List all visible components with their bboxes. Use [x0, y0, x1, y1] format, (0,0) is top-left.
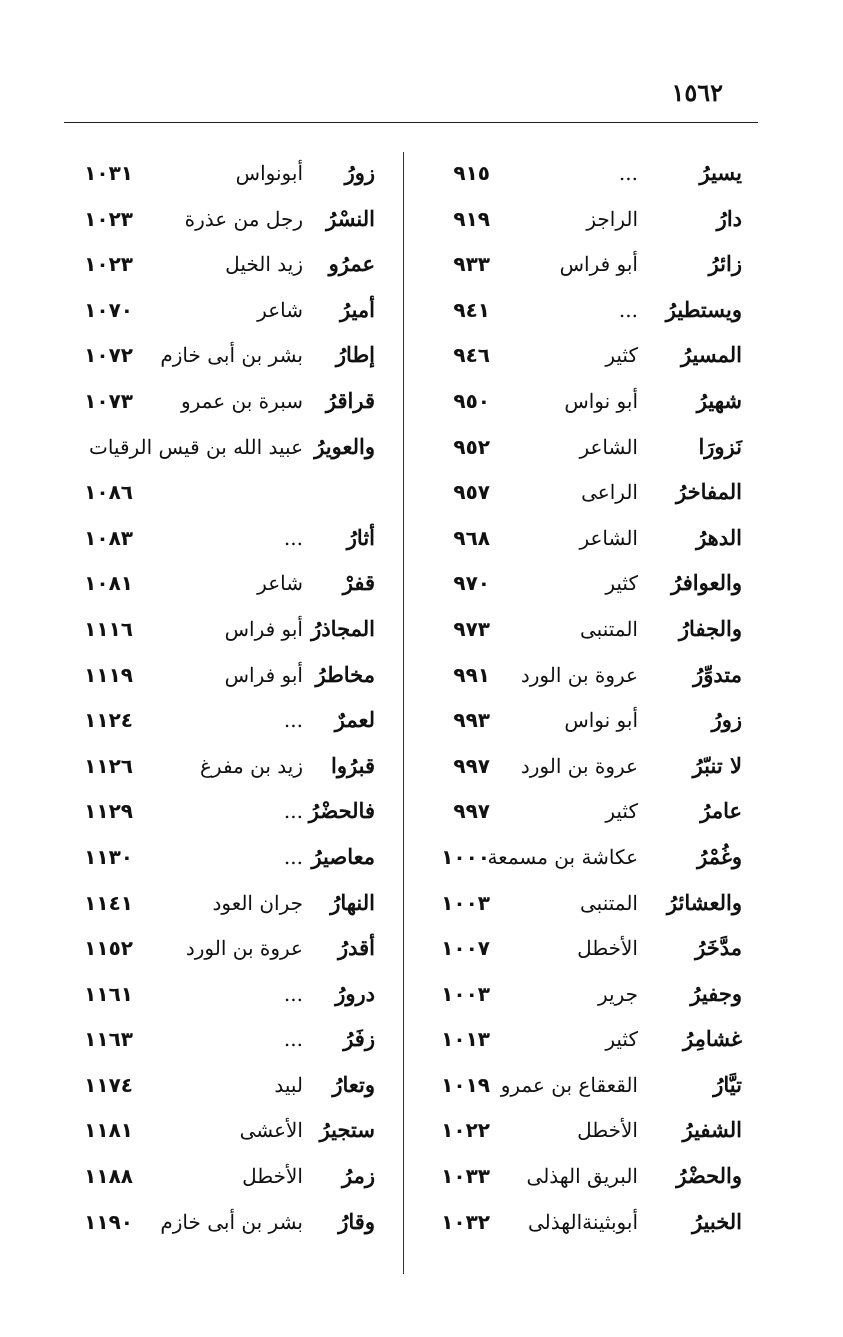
index-row	[48, 834, 393, 880]
index-row	[412, 743, 742, 789]
poet-name: جرير	[598, 981, 638, 1006]
index-row	[412, 652, 742, 698]
poet-name: الراعى	[581, 480, 638, 505]
page-ref: ١٠١٣	[441, 1027, 490, 1052]
index-row	[412, 150, 742, 196]
page-ref: ١٠٧٣	[84, 388, 133, 413]
poet-name: عكاشة بن مسمعة	[487, 844, 638, 869]
index-row	[412, 515, 742, 561]
poet-name: كثير	[605, 799, 638, 824]
index-row	[48, 1062, 393, 1108]
page-ref: ٩٥٠	[453, 388, 490, 413]
poet-name: كثير	[605, 1027, 638, 1052]
page-ref: ١١٧٤	[84, 1072, 133, 1097]
rhyme-word: زفَرُ	[343, 1026, 375, 1052]
index-row	[48, 1016, 393, 1062]
page-ref: ٩١٩	[453, 206, 490, 231]
page-ref: ١٠٨٦	[84, 480, 133, 505]
page-ref: ١١٥٢	[84, 936, 133, 961]
index-row	[48, 606, 393, 652]
page-ref: ٩٧٣	[453, 616, 490, 641]
poet-name: الأخطل	[577, 936, 638, 961]
index-row	[412, 332, 742, 378]
page-ref: ١٠٢٣	[84, 252, 133, 277]
rhyme-word: والعويرُ	[314, 433, 375, 459]
rhyme-word: أميرُ	[339, 296, 375, 322]
index-row	[48, 332, 393, 378]
index-row	[48, 469, 393, 515]
page-ref: ١٠٧٠	[84, 297, 133, 322]
index-row	[412, 1062, 742, 1108]
rhyme-word: شهيرُ	[696, 387, 742, 413]
index-row	[412, 287, 742, 333]
index-row	[412, 424, 742, 470]
rhyme-word: المفاخرُ	[676, 479, 742, 505]
rhyme-word: معاصيرُ	[311, 843, 375, 869]
poet-name: الأخطل	[577, 1118, 638, 1143]
poet-name: الشاعر	[579, 434, 638, 459]
rhyme-word: إطارُ	[335, 342, 375, 368]
index-row	[48, 788, 393, 834]
index-row	[48, 196, 393, 242]
poet-name: شاعر	[257, 571, 303, 596]
index-row	[48, 652, 393, 698]
page-ref: ١٠٣١	[84, 161, 133, 185]
rhyme-word: الخبيرُ	[691, 1208, 742, 1234]
page-ref: ١٠٠٧	[441, 936, 490, 961]
index-row	[48, 1199, 393, 1245]
poet-name: كثير	[605, 571, 638, 596]
page-ref: ١٠١٩	[441, 1072, 490, 1097]
rhyme-word: يسيرُ	[699, 160, 742, 185]
poet-name: عبيد الله بن قيس الرقيات	[88, 434, 303, 459]
page-ref: ٩٩١	[453, 662, 490, 687]
poet-name: ...	[283, 799, 303, 824]
rhyme-word: أقدرُ	[337, 935, 375, 961]
index-row	[412, 1199, 742, 1245]
index-row	[48, 743, 393, 789]
page-ref: ١٠٧٢	[84, 343, 133, 368]
rhyme-word: درورُ	[335, 980, 375, 1006]
rhyme-word: زورُ	[711, 707, 742, 733]
poet-name: سبرة بن عمرو	[180, 388, 303, 413]
page-ref: ١١٢٩	[84, 799, 133, 824]
rhyme-word: زمرُ	[342, 1163, 375, 1189]
page-ref: ٩٦٨	[453, 525, 490, 550]
column-divider	[403, 152, 404, 1274]
rhyme-word: دارُ	[716, 205, 742, 231]
index-row	[48, 1153, 393, 1199]
rhyme-word: المجاذرُ	[311, 615, 375, 641]
poet-name: عروة بن الورد	[520, 662, 638, 687]
rhyme-word: النسْرُ	[326, 205, 375, 231]
rhyme-word: مخاطرُ	[315, 661, 375, 687]
rhyme-word: الشفيرُ	[682, 1117, 742, 1143]
rhyme-word: الدهرُ	[696, 524, 742, 550]
rhyme-word: المسيرُ	[680, 342, 742, 368]
poet-name: الراجز	[586, 206, 638, 231]
poet-name: القعقاع بن عمرو	[500, 1072, 638, 1097]
page-ref: ١١٢٦	[84, 753, 133, 778]
page-ref: ١٠٠٣	[441, 981, 490, 1006]
poet-name: ...	[283, 981, 303, 1006]
index-row	[412, 1107, 742, 1153]
poet-name: جران العود	[212, 890, 303, 915]
index-row	[48, 378, 393, 424]
index-row	[412, 1153, 742, 1199]
page-ref: ١١٣٠	[84, 844, 133, 869]
rhyme-word: فالحضْرُ	[308, 798, 375, 824]
page-ref: ٩٩٣	[453, 708, 490, 733]
page-ref: ٩٩٧	[453, 799, 490, 824]
page-ref: ١٠٣٣	[441, 1164, 490, 1189]
rhyme-word: والعشائرُ	[666, 889, 742, 915]
index-row	[412, 378, 742, 424]
page-ref: ١٠٠٠	[441, 844, 490, 869]
index-row	[412, 834, 742, 880]
index-row	[412, 469, 742, 515]
poet-name: لبيد	[274, 1072, 303, 1097]
poet-name: ...	[618, 297, 638, 322]
index-row	[48, 880, 393, 926]
poet-name: المتنبى	[580, 616, 638, 641]
index-row	[412, 606, 742, 652]
page-ref: ١١١٦	[84, 616, 133, 641]
page-ref: ٩٥٢	[453, 434, 490, 459]
rhyme-word: زورُ	[344, 160, 375, 185]
poet-name: أبو فراس	[559, 252, 638, 277]
rhyme-word: قبرُوا	[331, 752, 375, 778]
page-ref: ٩٥٧	[453, 480, 490, 505]
rhyme-word: ويستطيرُ	[665, 296, 742, 322]
page-ref: ١٠٨١	[84, 571, 133, 596]
rhyme-word: لعمرٌ	[334, 707, 375, 733]
page-ref: ٩٤٦	[453, 343, 490, 368]
index-row	[412, 560, 742, 606]
rhyme-word: نَزورَا	[698, 433, 742, 459]
index-row	[48, 697, 393, 743]
rhyme-word: والعوافرُ	[671, 570, 742, 596]
rhyme-word: ستجيرُ	[319, 1117, 375, 1143]
poet-name: ...	[283, 844, 303, 869]
rhyme-word: عمرُو	[328, 251, 375, 277]
poet-name: شاعر	[257, 297, 303, 322]
poet-name: البريق الهذلى	[526, 1164, 638, 1189]
page-ref: ٩١٥	[453, 161, 490, 185]
index-row	[412, 1016, 742, 1062]
poet-name: ...	[618, 161, 638, 185]
page-ref: ١١٨٨	[84, 1164, 133, 1189]
page-ref: ٩٤١	[453, 297, 490, 322]
rhyme-word: والحضْرُ	[676, 1163, 742, 1189]
index-row	[412, 788, 742, 834]
page-ref: ١١٤١	[84, 890, 133, 915]
poet-name: أبو فراس	[224, 616, 303, 641]
poet-name: أبو نواس	[564, 388, 638, 413]
poet-name: أبو نواس	[564, 708, 638, 733]
poet-name: المتنبى	[580, 890, 638, 915]
poet-name: بشر بن أبى خازم	[160, 1209, 303, 1234]
index-row	[412, 196, 742, 242]
page-ref: ٩٧٠	[453, 571, 490, 596]
index-row	[48, 515, 393, 561]
rhyme-word: تيَّارُ	[713, 1071, 742, 1097]
poet-name: الشاعر	[579, 525, 638, 550]
page-ref: ١١٢٤	[84, 708, 133, 733]
index-row	[412, 925, 742, 971]
rhyme-word: قفرْ	[342, 570, 375, 596]
right-column	[412, 150, 742, 1244]
index-row	[412, 971, 742, 1017]
page-ref: ١١٦١	[84, 981, 133, 1006]
rhyme-word: عامرُ	[700, 798, 742, 824]
index-row	[48, 241, 393, 287]
index-row	[412, 880, 742, 926]
rhyme-word: لا تنبّرُ	[692, 752, 742, 778]
rhyme-word: غشامِرُ	[683, 1026, 742, 1052]
poet-name: أبوبثينةالهذلى	[528, 1209, 638, 1234]
poet-name: الأخطل	[242, 1164, 303, 1189]
rhyme-word: وتعارُ	[332, 1071, 375, 1097]
index-row	[48, 560, 393, 606]
index-row	[48, 424, 393, 470]
poet-name: ...	[283, 708, 303, 733]
page-ref: ١٠٨٣	[84, 525, 133, 550]
rhyme-word: أثارُ	[346, 524, 375, 550]
page-ref: ١١٦٣	[84, 1027, 133, 1052]
poet-name: عروة بن الورد	[520, 753, 638, 778]
index-row	[48, 150, 393, 196]
rhyme-word: النهارُ	[330, 889, 375, 915]
rhyme-word: زائرُ	[708, 251, 742, 277]
page-number: ١٥٦٢	[671, 78, 723, 107]
page-ref: ١١٨١	[84, 1118, 133, 1143]
index-row	[48, 1107, 393, 1153]
poet-name: أبونواس	[235, 161, 303, 185]
rhyme-word: وقارُ	[338, 1208, 375, 1234]
poet-name: عروة بن الورد	[185, 936, 303, 961]
poet-name: رجل من عذرة	[184, 206, 303, 231]
page-ref: ١٠٣٢	[441, 1209, 490, 1234]
rhyme-word: وجفيرُ	[690, 980, 742, 1006]
rhyme-word: والجفارُ	[678, 615, 742, 641]
poet-name: الأعشى	[239, 1118, 303, 1143]
poet-name: بشر بن أبى خازم	[160, 343, 303, 368]
page-ref: ١١١٩	[84, 662, 133, 687]
poet-name: زيد بن مفرغ	[199, 753, 303, 778]
page-ref: ١١٩٠	[84, 1209, 133, 1234]
index-row	[48, 971, 393, 1017]
index-row	[48, 925, 393, 971]
page-ref: ٩٩٧	[453, 753, 490, 778]
page-ref: ٩٣٣	[453, 252, 490, 277]
index-row	[412, 697, 742, 743]
rhyme-word: وغُمْرُ	[697, 843, 742, 869]
poet-name: ...	[283, 1027, 303, 1052]
page-ref: ١٠٢٢	[441, 1118, 490, 1143]
rhyme-word: متدوِّرُ	[693, 661, 742, 687]
rhyme-word: قراقرُ	[325, 387, 375, 413]
index-row	[48, 287, 393, 333]
page-ref: ١٠٢٣	[84, 206, 133, 231]
poet-name: أبو فراس	[224, 662, 303, 687]
header-rule	[64, 122, 758, 123]
poet-name: زيد الخيل	[225, 252, 303, 277]
poet-name: كثير	[605, 343, 638, 368]
page-ref: ١٠٠٣	[441, 890, 490, 915]
poet-name: ...	[283, 525, 303, 550]
left-column	[48, 150, 393, 1244]
rhyme-word: مدَّخَرُ	[695, 935, 742, 961]
index-row	[412, 241, 742, 287]
